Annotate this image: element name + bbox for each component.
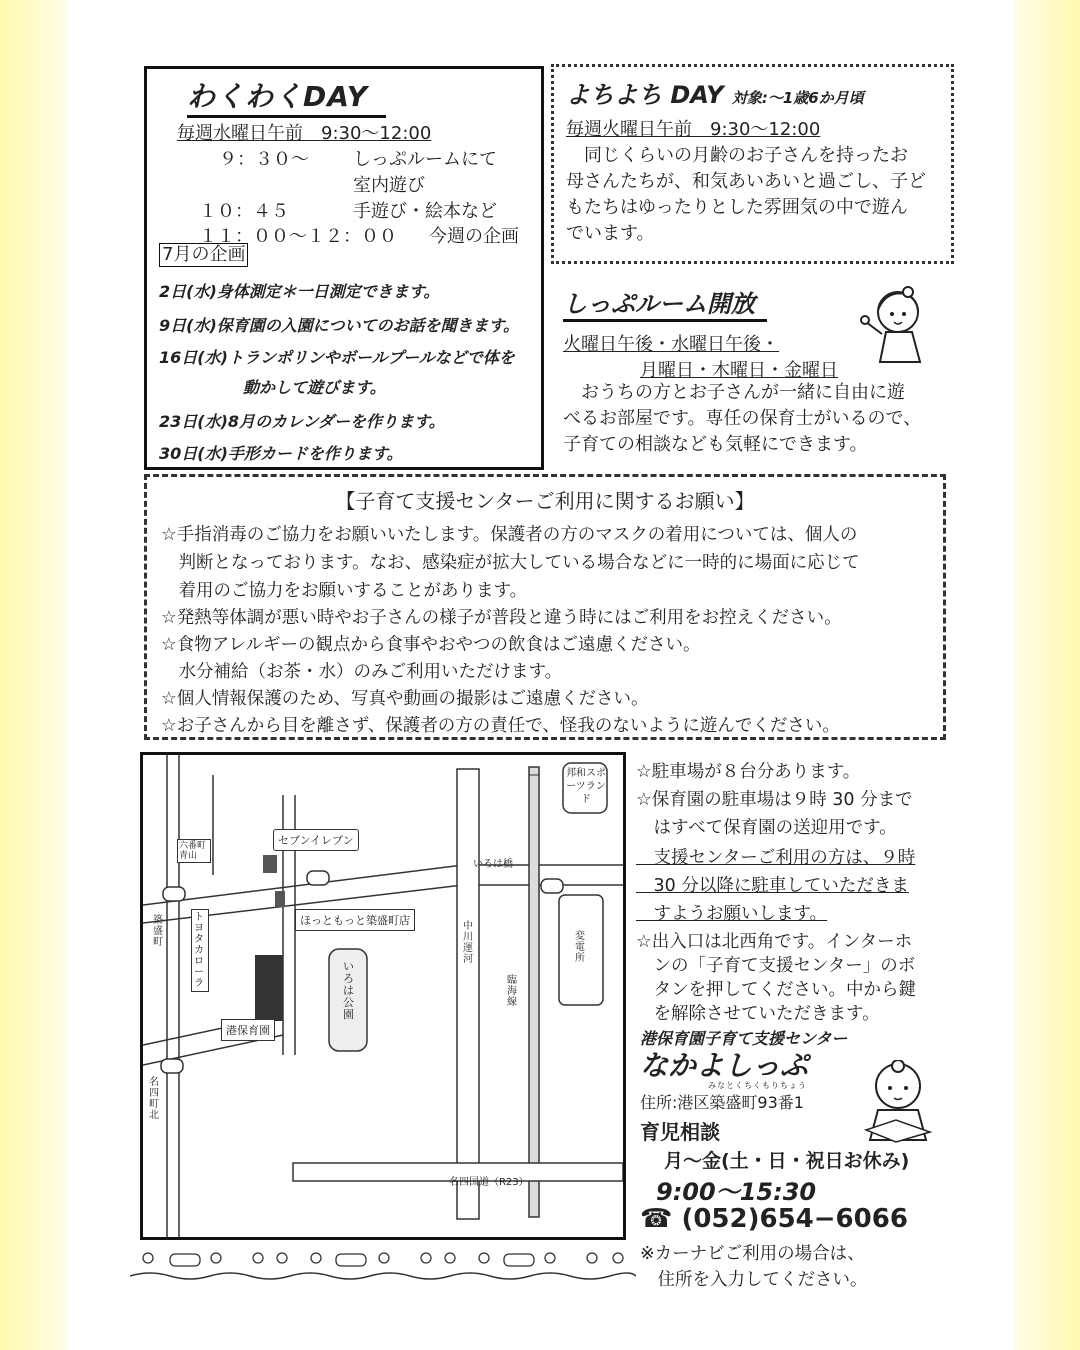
map-label-nakagawa: 中川運河 <box>463 921 473 965</box>
info-line: タンを押してください。中から鍵 <box>636 980 916 1000</box>
wakuwaku-time-4: １１：００〜１２：００ <box>199 226 397 247</box>
shappu-title: しっぷルーム開放 <box>563 284 767 322</box>
text-line: もたちはゆったりとした雰囲気の中で遊ん <box>566 197 908 218</box>
info-line: ☆出入口は北西角です。インターホ <box>636 932 913 952</box>
plan-item: 9日(水)保育園の入園についてのお話を聞きます。 <box>159 316 520 335</box>
yochiyochi-target: 対象:〜1歳6か月頃 <box>731 89 864 107</box>
wakuwaku-activity-2: 室内遊び <box>353 175 425 196</box>
map-label-rinkai: 臨海線 <box>507 975 517 1008</box>
notice-title: 【子育て支援センターご利用に関するお願い】 <box>335 489 755 513</box>
center-name: なかよしっぷ <box>640 1049 809 1082</box>
notice-line: ☆食物アレルギーの観点から食事やおやつの飲食はご遠慮ください。 <box>161 635 701 655</box>
wakuwaku-activity-4: 今週の企画 <box>429 226 519 247</box>
phone-number <box>640 1204 908 1234</box>
shappu-days-1: 火曜日午後・水曜日午後・ <box>563 334 779 355</box>
notice-line: 水分補給（お茶・水）のみご利用いただけます。 <box>161 662 563 682</box>
info-line: ☆保育園の駐車場は９時 30 分まで <box>636 790 913 810</box>
access-map <box>140 752 626 1240</box>
phone-text: (052)654−6066 <box>681 1204 908 1234</box>
plan-item: 2日(水)身体測定＊一日測定できます。 <box>159 282 440 301</box>
plan-item: 16日(水)トランポリンやボールプールなどで体を <box>159 348 515 367</box>
text-line: べるお部屋です。専任の保育士がいるので、 <box>563 408 922 429</box>
map-label-meishi: 名四町北 <box>149 1077 159 1121</box>
notice-line: 着用のご協力をお願いすることがあります。 <box>161 581 528 601</box>
text-line: 子育ての相談なども気軽にできます。 <box>563 434 868 455</box>
address-furigana: みなとくちくもりちょう <box>708 1081 807 1090</box>
wakuwaku-activity-1: しっぷルームにて <box>353 149 497 170</box>
notice-line: ☆お子さんから目を離さず、保護者の方の責任で、怪我のないように遊んでください。 <box>161 716 840 736</box>
yochiyochi-box <box>551 64 954 264</box>
decorative-border <box>130 1250 636 1280</box>
plan-label: 7月の企画 <box>159 243 248 267</box>
plan-item: 30日(水)手形カードを作ります。 <box>159 444 403 463</box>
baby-illustration <box>856 1060 940 1146</box>
info-line: 支援センターご利用の方は、９時 <box>636 848 916 868</box>
yochiyochi-schedule: 毎週火曜日午前 9:30〜12:00 <box>566 119 821 140</box>
notice-line: ☆手指消毒のご協力をお願いいたします。保護者の方のマスクの着用については、個人の <box>161 525 858 545</box>
shappu-text <box>563 380 921 458</box>
text-line: 同じくらいの月齢のお子さんを持ったお <box>566 145 908 166</box>
nurse-illustration <box>856 286 938 366</box>
map-drawing <box>143 755 623 1237</box>
map-label-iroha-bashi: いろは橋 <box>473 859 513 870</box>
info-line: はすべて保育園の送迎用です。 <box>636 818 897 838</box>
map-label-toyota: トヨタカローラ <box>191 909 209 992</box>
map-label-seven: セブンイレブン <box>273 829 359 851</box>
consult-days: 月〜金(土・日・祝日お休み) <box>664 1150 910 1172</box>
wakuwaku-title: わくわくDAY <box>187 75 386 118</box>
plan-item: 動かして遊びます。 <box>243 378 386 397</box>
info-line: ンの「子育て支援センター」のボ <box>636 956 916 976</box>
navi-note-1: ※カーナビご利用の場合は、 <box>640 1244 865 1264</box>
map-label-iroha-park: いろは公園 <box>343 960 354 1021</box>
consult-label: 育児相談 <box>640 1120 720 1144</box>
notice-line: 判断となっております。なお、感染症が拡大している場合などに一時的に場面に応じて <box>161 553 860 573</box>
wakuwaku-time-1: ９：３０〜 <box>219 149 309 170</box>
yochiyochi-title-text: よちよち DAY <box>566 81 724 109</box>
wakuwaku-activity-3: 手遊び・絵本など <box>353 201 497 222</box>
text-line: おうちの方とお子さんが一緒に自由に遊 <box>563 382 905 403</box>
map-label-hoikuen: 港保育園 <box>221 1019 275 1041</box>
navi-note-2: 住所を入力してください。 <box>640 1270 868 1290</box>
info-line: を解除させていただきます。 <box>636 1004 880 1024</box>
notice-line: ☆発熱等体調が悪い時やお子さんの様子が普段と違う時にはご利用をお控えください。 <box>161 608 842 628</box>
text-line: でいます。 <box>566 223 655 244</box>
consult-time: 9:00〜15:30 <box>656 1178 817 1206</box>
yochiyochi-text <box>566 143 926 247</box>
map-label-chikumori: 築盛町 <box>153 915 163 948</box>
notice-box <box>144 474 946 740</box>
shappu-days-2: 月曜日・木曜日・金曜日 <box>640 360 838 381</box>
org-name: 港保育園子育て支援センター <box>640 1029 848 1048</box>
phone-icon: ☎ <box>640 1204 673 1234</box>
map-label-henden: 変電所 <box>575 931 585 964</box>
yochiyochi-title <box>566 75 864 110</box>
text-line: 母さんたちが、和気あいあいと過ごし、子ど <box>566 171 926 192</box>
info-line: すようお願いします。 <box>636 904 828 924</box>
info-line: 30 分以降に駐車していただきま <box>636 876 909 896</box>
plan-item: 23日(水)8月のカレンダーを作ります。 <box>159 412 445 431</box>
notice-line: ☆個人情報保護のため、写真や動画の撮影はご遠慮ください。 <box>161 689 649 709</box>
map-label-r23: 名四国道（R23） <box>449 1177 529 1188</box>
map-label-sports: 邦和スポーツランド <box>566 768 606 805</box>
wakuwaku-box <box>144 66 544 470</box>
map-label-hotto: ほっともっと築盛町店 <box>295 909 415 931</box>
map-label-yuhari: 六番町青山 <box>177 839 211 863</box>
info-line: ☆駐車場が８台分あります。 <box>636 762 861 782</box>
wakuwaku-time-3: １０：４５ <box>199 201 289 222</box>
address: 住所:港区築盛町93番1 <box>640 1093 804 1112</box>
wakuwaku-schedule: 毎週水曜日午前 9:30〜12:00 <box>177 123 432 144</box>
